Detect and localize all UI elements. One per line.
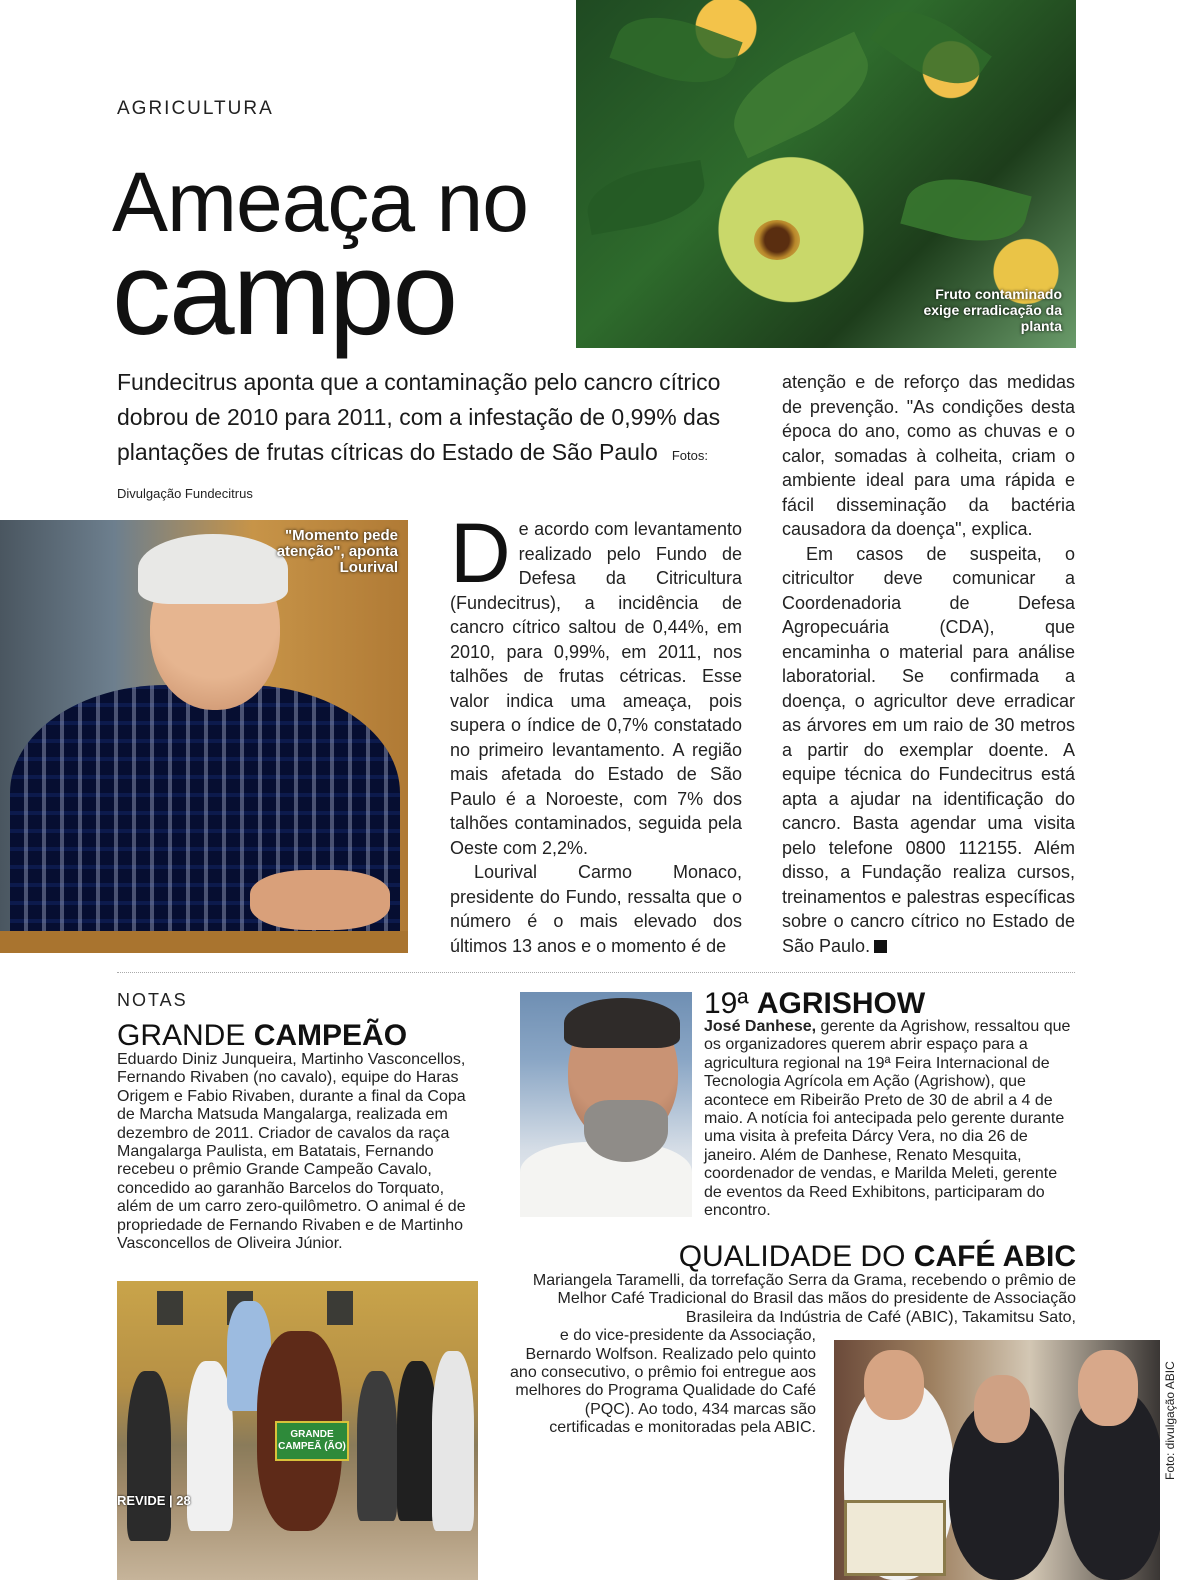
page-footer: REVIDE | 28 [117,1493,191,1508]
lede-text: Fundecitrus aponta que a contaminação pelo cancro cítrico dobrou de 2010 para 2011, com a infestação de 0,99% das plantações de frutas cítricas do Estado de São Paulo [117,369,721,465]
danhese-photo [520,992,692,1217]
canker-lesion [754,220,800,260]
article-paragraph-4: Em casos de suspeita, o citricultor deve comunicar a Coordenadoria de Defesa Agropecuária (CDA), que encaminha o material para análise laboratorial. Se confirmada a doença, o agricultor deve erradicar as árvores em um raio de 30 metros a partir do exemplar doente. A equipe técnica do Fundecitrus está apta a ajudar na identificação do cancro. Basta agendar uma visita pelo telefone 0800 112155. Além disso, a Fundação realiza cursos, treinamentos e palestras específicas sobre o cancro cítrico no Estado de São Paulo. [782,543,1075,956]
abic-photo-credit: Foto: divulgação ABIC [1163,1361,1177,1480]
agrishow-text: José Danhese, gerente da Agrishow, ressaltou que os organizadores querem abrir espaço para a agricultura regional na 19ª Feira Internacional de Tecnologia Agrícola em Ação (Agrishow), que acontece em Ribeirão Preto de 30 de abril a 4 de maio. A notícia foi antecipada pelo gerente durante uma visita à prefeita Dárcy Vera, no dia 26 de janeiro. Além de Danhese, Renato Mesquita, coordenador de vendas, e Marilda Meleti, gerente de eventos da Reed Exhibitons, participaram do encontro. [704,1018,1071,1220]
citrus-photo [576,0,1076,348]
portrait-quote: "Momento pede atenção", aponta Lourival [276,527,398,576]
article-paragraph-3: atenção e de reforço das medidas de prevenção. "As condições desta época do ano, como as chuvas e o calor, somadas à colheita, criam o ambiente ideal para uma rápida e fácil disseminação da bactéria causadora da doença", explica. [782,372,1075,539]
dropcap: D [450,506,511,600]
article-column-2 [782,370,1075,958]
section-kicker: AGRICULTURA [117,98,274,119]
abic-award-photo [834,1340,1160,1580]
horse-award-photo [117,1281,478,1580]
end-mark-icon [874,940,887,953]
photo-credit: Fotos: Divulgação Fundecitrus [117,448,708,501]
article-paragraph-1: e acordo com levantamento realizado pelo Fundo de Defesa da Citricultura (Fundecitrus), a incidência de cancro cítrico saltou de 0,44%, em 2010, para 0,99%, em 2011, nos talhões de frutas cétricas. Esse valor indica uma ameaça, pois supera o índice de 0,7% constatado no primeiro levantamento. A região mais afetada do Estado de São Paulo é a Noroeste, com 7% dos talhões contaminados, seguida pela Oeste com 2,2%. [450,519,742,858]
article-paragraph-2: Lourival Carmo Monaco, presidente do Fundo, ressalta que o número é o mais elevado dos últimos 13 anos e o momento é de [450,862,742,956]
headline [112,155,582,360]
headline-line2: campo [112,228,457,360]
cafe-abic-text: Mariangela Taramelli, da torrefação Serra da Grama, recebendo o prêmio de Melhor Café Tradicional do Brasil das mãos do presidente de Associação Brasileira da Indústria de Café (ABIC), Takamitsu Sato, e do vice-presidente da Associação, Bernardo Wolfson. Realizado pelo quinto ano consecutivo, o prêmio foi entregue aos melhores do Programa Qualidade do Café (PQC). Ao todo, 434 marcas são certificadas e monitoradas pela ABIC. [510,1272,1076,1437]
portrait-photo [0,520,408,953]
cafe-abic-title: QUALIDADE DO CAFÉ ABIC [678,1240,1076,1273]
citrus-photo-caption: Fruto contaminado exige erradicação da planta [923,286,1062,334]
headline-line1: Ameaça no [112,155,528,249]
notes-label: NOTAS [117,990,188,1010]
agrishow-title: 19ª AGRISHOW [704,987,926,1020]
grande-campeao-text: Eduardo Diniz Junqueira, Martinho Vasconcellos, Fernando Rivaben (no cavalo), equipe do Haras Origem e Fabio Rivaben, durante a final da Copa de Marcha Matsuda Mangalarga, realizada em dezembro de 2011. Criador de cavalos da raça Mangalarga Paulista, em Batatais, Fernando recebeu o prêmio Grande Campeão Cavalo, concedido ao garanhão Barcelos do Torquato, além de um carro zero-quilômetro. O animal é de propriedade de Fernando Rivaben e de Martinho Vasconcellos de Oliveira Júnior. [117,1051,466,1253]
section-divider [117,972,1075,973]
lede [117,365,727,511]
certificate [844,1500,946,1576]
article-column-1 [450,506,742,958]
grande-campeao-title: GRANDE CAMPEÃO [117,1019,408,1052]
champion-sign: GRANDE CAMPEÃ (ÃO) [275,1421,349,1461]
